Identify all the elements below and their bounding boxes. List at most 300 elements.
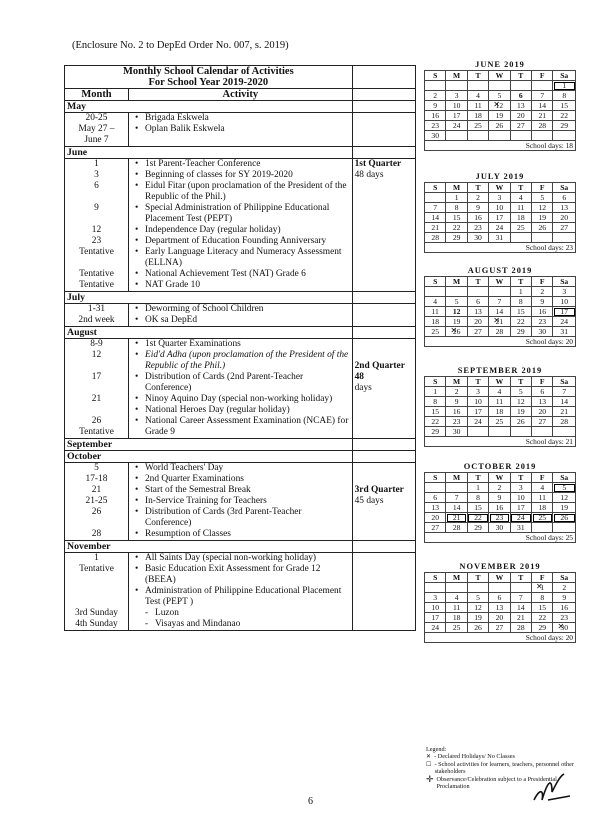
calendar-day: 11 xyxy=(489,397,510,407)
calendar-day: 29 xyxy=(532,623,553,633)
calendar-day: 27 xyxy=(510,121,531,131)
calendar-day: 29 xyxy=(467,523,488,533)
calendar-day: 31 xyxy=(553,327,576,337)
calendar-day: 4 xyxy=(467,91,488,101)
calendar-day xyxy=(553,131,576,141)
day-of-week: S xyxy=(425,573,446,583)
calendar-day: 25 xyxy=(446,623,467,633)
list-item: • Independence Day (regular holiday) xyxy=(145,225,350,236)
calendar-day: 14 xyxy=(425,213,446,223)
calendar-day: 2 xyxy=(489,483,510,493)
calendar-day: 24 xyxy=(446,121,467,131)
calendar-day: 15 xyxy=(467,503,488,513)
calendar-day xyxy=(532,233,553,243)
calendar-day: 18 xyxy=(489,407,510,417)
calendar-day: 3 xyxy=(489,193,510,203)
calendar-day: 20 xyxy=(510,111,531,121)
calendar-day: 9 xyxy=(425,101,446,111)
list-item: • Administration of Philippine Educational Placement Test (PEPT ) xyxy=(145,586,350,608)
mini-calendar xyxy=(424,172,576,253)
calendar-day: 2 xyxy=(446,387,467,397)
calendar-day: 7 xyxy=(553,387,576,397)
day-of-week: W xyxy=(489,473,510,483)
calendar-day: 15 xyxy=(532,603,553,613)
calendar-day: 12 xyxy=(510,397,531,407)
calendar-day xyxy=(510,233,531,243)
calendar-title: JUNE 2019 xyxy=(475,60,525,69)
calendar-day: 29 xyxy=(425,427,446,437)
day-of-week: Sa xyxy=(553,277,576,287)
calendar-day: 20 xyxy=(553,213,576,223)
calendar-day: 4 xyxy=(510,193,531,203)
calendar-day: 4 xyxy=(425,297,446,307)
calendar-day xyxy=(467,287,488,297)
calendar-day: 30 xyxy=(489,523,510,533)
calendar-day: 16 xyxy=(425,111,446,121)
day-of-week: T xyxy=(467,183,488,193)
calendar-day: 1 xyxy=(510,287,531,297)
day-of-week: F xyxy=(532,377,553,387)
calendar-day: 10 xyxy=(467,397,488,407)
day-of-week: M xyxy=(446,183,467,193)
list-item: • Beginning of classes for SY 2019-2020 xyxy=(145,170,350,181)
calendar-day: 13 xyxy=(467,307,488,317)
calendar-day: 13 xyxy=(553,203,576,213)
day-of-week: T xyxy=(510,183,531,193)
calendar-day: 18 xyxy=(467,111,488,121)
calendar-day: 17 xyxy=(425,613,446,623)
calendar-day: 2 xyxy=(553,583,576,593)
school-days: School days: 18 xyxy=(424,141,576,151)
month-october: October xyxy=(65,451,353,463)
calendar-day: 26 xyxy=(553,513,576,523)
calendar-day: 13 xyxy=(489,603,510,613)
calendar-day: 20 xyxy=(489,613,510,623)
calendar-day: 24 xyxy=(553,317,576,327)
box-icon: ☐ xyxy=(426,760,432,768)
mini-calendar xyxy=(424,60,576,151)
calendar-day: 13 xyxy=(425,503,446,513)
calendar-day: 22 xyxy=(446,223,467,233)
list-item: • World Teachers' Day xyxy=(145,463,350,474)
calendar-day: 23 xyxy=(467,223,488,233)
calendar-day: 8 xyxy=(467,493,488,503)
calendar-day: 10 xyxy=(553,297,576,307)
day-of-week: M xyxy=(446,71,467,81)
page-number: 6 xyxy=(308,796,313,807)
calendar-day: 23 xyxy=(553,613,576,623)
school-days: School days: 21 xyxy=(424,437,576,447)
header-month: Month xyxy=(65,89,129,101)
calendar-day: 8 xyxy=(553,91,576,101)
list-item: • Eidul Fitar (upon proclamation of the President of the Republic of the Phil.) xyxy=(145,181,350,203)
list-item: • 1st Parent-Teacher Conference xyxy=(145,159,350,170)
school-days: School days: 20 xyxy=(424,633,576,643)
calendar-day: 24 xyxy=(467,417,488,427)
calendar-day: 25 xyxy=(510,223,531,233)
calendar-day: 10 xyxy=(510,493,531,503)
calendar-day: 14 xyxy=(489,307,510,317)
calendar-day: 22 xyxy=(553,111,576,121)
day-of-week: F xyxy=(532,183,553,193)
calendar-day: 11 xyxy=(425,307,446,317)
day-of-week: S xyxy=(425,183,446,193)
day-of-week: S xyxy=(425,377,446,387)
calendar-day: 23 xyxy=(532,317,553,327)
month-september: September xyxy=(65,439,353,451)
day-of-week: T xyxy=(467,573,488,583)
calendar-day xyxy=(489,583,510,593)
list-item: • Distribution of Cards (2nd Parent-Teacher Conference) xyxy=(145,372,350,394)
calendar-day: 28 xyxy=(553,417,576,427)
day-of-week: W xyxy=(489,377,510,387)
day-of-week: T xyxy=(510,71,531,81)
calendar-day: 3 xyxy=(446,91,467,101)
day-of-week: S xyxy=(425,71,446,81)
calendar-day: 10 xyxy=(425,603,446,613)
day-of-week: F xyxy=(532,573,553,583)
day-of-week: S xyxy=(425,473,446,483)
calendar-day xyxy=(425,583,446,593)
calendar-day: 21 xyxy=(510,613,531,623)
calendar-day xyxy=(532,523,553,533)
calendar-day: 19 xyxy=(532,213,553,223)
calendar-day: 16 xyxy=(553,603,576,613)
calendar-day: 5 xyxy=(467,593,488,603)
day-of-week: Sa xyxy=(553,377,576,387)
calendar-day: 12 xyxy=(446,307,467,317)
calendar-day: 26 ✕ xyxy=(446,327,467,337)
calendar-day: 5 xyxy=(553,483,576,493)
calendar-day: 22 xyxy=(510,317,531,327)
school-days: School days: 23 xyxy=(424,243,576,253)
day-of-week: F xyxy=(532,277,553,287)
calendar-day: 14 xyxy=(532,101,553,111)
calendar-day: 26 xyxy=(532,223,553,233)
calendar-day xyxy=(467,583,488,593)
calendar-day xyxy=(446,583,467,593)
day-of-week: W xyxy=(489,183,510,193)
calendar-day: 9 xyxy=(446,397,467,407)
calendar-day: 9 xyxy=(489,493,510,503)
calendar-day: 16 xyxy=(489,503,510,513)
calendar-day: 17 xyxy=(489,213,510,223)
calendar-day: 28 xyxy=(425,233,446,243)
calendar-day: 5 xyxy=(446,297,467,307)
calendar-day: 21 xyxy=(532,111,553,121)
calendar-day xyxy=(425,483,446,493)
calendar-day: 6 xyxy=(532,387,553,397)
calendar-day: 29 xyxy=(446,233,467,243)
calendar-day: 10 xyxy=(446,101,467,111)
calendar-day: 26 xyxy=(489,121,510,131)
list-item: • NAT Grade 10 xyxy=(145,280,350,291)
calendar-day: 1 ✕ xyxy=(532,583,553,593)
calendar-title: SEPTEMBER 2019 xyxy=(457,366,543,375)
calendar-day: 14 xyxy=(510,603,531,613)
list-item: • National Achievement Test (NAT) Grade 6 xyxy=(145,269,350,280)
list-item: • Basic Education Exit Assessment for Grade 12 (BEEA) xyxy=(145,564,350,586)
calendar-day: 1 xyxy=(446,193,467,203)
day-of-week: S xyxy=(425,277,446,287)
calendar-day: 27 xyxy=(532,417,553,427)
list-item: • In-Service Training for Teachers xyxy=(145,496,350,507)
cross-icon: ✛ xyxy=(426,773,434,784)
enclosure-note: (Enclosure No. 2 to DepEd Order No. 007, s. 2019) xyxy=(72,40,289,51)
day-of-week: F xyxy=(532,473,553,483)
calendar-day: 13 xyxy=(510,101,531,111)
calendar-day: 11 xyxy=(532,493,553,503)
calendar-day: 15 xyxy=(510,307,531,317)
calendar-day: 30 xyxy=(446,427,467,437)
calendar-day xyxy=(467,131,488,141)
calendar-day: 6 xyxy=(425,493,446,503)
list-item: • Ninoy Aquino Day (special non-working holiday) xyxy=(145,394,350,405)
calendar-day: 18 xyxy=(446,613,467,623)
activity-table: Monthly School Calendar of Activities For School Year 2019-2020 Month Activity May 20-25 May 27 – June 7 • Brigada Eskwela • Oplan Balik Eskwela June 1 3 6 9 12 23 Tentative Tentative Tentative • 1st Parent-Teacher Conference • Beginning of classes for SY 2019-2020 • Eidul Fitar (upon proclamation of the President of the Republic of the Phil.) • Special Administration of Philippine Educational Placement Test (PEPT) • Independence Day (regular holiday) • Department of Education Founding Anniversary • Early Language Literacy and Numeracy Assessment (ELLNA) • National Achievement Test (NAT) Grade 6 • NAT Grade 10 1st Quarter 48 days July 1-31 2nd week • Deworming of School Children • OK sa DepEd August 8-9 12 17 21 26 Tentative • 1st Quarter Examinations • Eid'd Adha (upon proclamation of the President of the Republic of the Phil.) • Distribution of Cards (2nd Parent-Teacher Conference) • Ninoy Aquino Day (special non-working holiday) • National Heroes Day (regular holiday) • National Career Assessment Examination (NCAE) for Grade 9 2nd Quarter 48 days September October 5 17-18 21 21-25 26 28 • World Teachers' Day • 2nd Quarter Examinations • Start of the Semestral Break • In-Service Training for Teachers • Distribution of Cards (3rd Parent-Teacher Conference) • Resumption of Classes 3rd Quarter 45 days November 1 Tentative 3rd Sunday 4th Sunday • All Saints Day (special non-working holiday) • Basic Education Exit Assessment for Grade 12 (BEEA) • Administration of Philippine Educational Placement Test (PEPT ) - Luzon - Visayas and Mindanao xyxy=(64,65,416,631)
calendar-day: 27 xyxy=(425,523,446,533)
calendar-day: 14 xyxy=(446,503,467,513)
day-of-week: T xyxy=(467,473,488,483)
calendar-day: 21 ✕ xyxy=(489,317,510,327)
calendar-day: 7 xyxy=(425,203,446,213)
day-of-week: T xyxy=(510,377,531,387)
calendar-day: 12 xyxy=(467,603,488,613)
calendar-day xyxy=(553,233,576,243)
day-of-week: T xyxy=(467,277,488,287)
mini-calendar xyxy=(424,366,576,447)
mini-calendar xyxy=(424,562,576,643)
list-item: • Oplan Balik Eskwela xyxy=(145,124,350,135)
calendar-day xyxy=(446,131,467,141)
calendar-day: 21 xyxy=(553,407,576,417)
list-item: - Visayas and Mindanao xyxy=(155,619,350,630)
list-item: • Resumption of Classes xyxy=(145,529,350,540)
calendar-day xyxy=(489,81,510,91)
calendar-day: 25 xyxy=(467,121,488,131)
legend: Legend: ✕ - Declared Holidays/ No Classes ☐ - School activities for learners, teachers, personnel other stakeholders ✛ Observance/Celebration subject to a Presidential Proclamation xyxy=(426,746,574,791)
calendar-day: 3 xyxy=(425,593,446,603)
mini-calendar xyxy=(424,462,576,543)
calendar-day: 1 xyxy=(467,483,488,493)
calendar-day: 29 xyxy=(510,327,531,337)
calendar-day: 3 xyxy=(467,387,488,397)
calendar-day xyxy=(467,427,488,437)
calendar-day: 4 xyxy=(489,387,510,397)
x-mark-icon: ✕ xyxy=(426,753,432,761)
calendar-day: 24 xyxy=(510,513,531,523)
calendar-day: 28 xyxy=(489,327,510,337)
list-item: • Deworming of School Children xyxy=(145,304,350,315)
calendar-day: 1 xyxy=(425,387,446,397)
calendar-day: 29 xyxy=(553,121,576,131)
list-item: • Early Language Literacy and Numeracy Assessment (ELLNA) xyxy=(145,247,350,269)
day-of-week: W xyxy=(489,573,510,583)
calendar-day: 23 xyxy=(425,121,446,131)
calendar-day: 1 xyxy=(553,81,576,91)
calendar-day: 2 xyxy=(467,193,488,203)
calendar-day: 17 xyxy=(553,307,576,317)
calendar-day: 31 xyxy=(510,523,531,533)
calendar-title: AUGUST 2019 xyxy=(467,266,533,275)
calendar-day xyxy=(553,427,576,437)
calendar-day: 3 xyxy=(553,287,576,297)
day-of-week: F xyxy=(532,71,553,81)
calendar-day: 19 xyxy=(489,111,510,121)
day-of-week: W xyxy=(489,71,510,81)
list-item: • OK sa DepEd xyxy=(145,315,350,326)
calendar-day: 7 xyxy=(532,91,553,101)
calendar-day: 9 xyxy=(532,297,553,307)
table-title: Monthly School Calendar of Activities For School Year 2019-2020 xyxy=(65,66,353,89)
list-item: • 2nd Quarter Examinations xyxy=(145,474,350,485)
calendar-day: 2 xyxy=(425,91,446,101)
calendar-day: 7 xyxy=(510,593,531,603)
day-of-week: T xyxy=(467,71,488,81)
calendar-day xyxy=(446,287,467,297)
calendar-day: 5 xyxy=(532,193,553,203)
calendar-day xyxy=(467,81,488,91)
calendar-day: 19 xyxy=(446,317,467,327)
calendar-day: 10 xyxy=(489,203,510,213)
header-activity: Activity xyxy=(128,89,352,101)
calendar-day xyxy=(532,131,553,141)
calendar-day: 8 xyxy=(425,397,446,407)
calendar-day: 9 xyxy=(553,593,576,603)
school-days: School days: 20 xyxy=(424,337,576,347)
calendar-day xyxy=(489,287,510,297)
calendar-day: 6 xyxy=(467,297,488,307)
calendar-day: 11 xyxy=(510,203,531,213)
calendar-title: JULY 2019 xyxy=(475,172,525,181)
calendar-day: 8 xyxy=(446,203,467,213)
calendar-day: 17 xyxy=(446,111,467,121)
calendar-day: 15 xyxy=(553,101,576,111)
calendar-day: 19 xyxy=(467,613,488,623)
month-july: July xyxy=(65,292,353,304)
calendar-day xyxy=(510,131,531,141)
calendar-day: 5 xyxy=(489,91,510,101)
list-item: • Eid'd Adha (upon proclamation of the President of the Republic of the Phil.) xyxy=(145,350,350,372)
day-of-week: M xyxy=(446,277,467,287)
list-item: • National Heroes Day (regular holiday) xyxy=(145,405,350,416)
calendar-day: 20 xyxy=(425,513,446,523)
calendar-day xyxy=(510,427,531,437)
calendar-day: 22 xyxy=(425,417,446,427)
mini-calendar xyxy=(424,266,576,347)
day-of-week: T xyxy=(510,573,531,583)
calendar-day xyxy=(532,427,553,437)
day-of-week: M xyxy=(446,377,467,387)
month-june: June xyxy=(65,147,353,159)
calendar-day xyxy=(425,193,446,203)
calendar-day: 16 xyxy=(532,307,553,317)
calendar-day: 30 ✕ xyxy=(553,623,576,633)
day-of-week: T xyxy=(467,377,488,387)
calendar-day xyxy=(425,81,446,91)
calendar-day: 7 xyxy=(489,297,510,307)
calendar-day: 31 xyxy=(489,233,510,243)
list-item: • Special Administration of Philippine Educational Placement Test (PEPT) xyxy=(145,203,350,225)
calendar-day: 27 xyxy=(489,623,510,633)
calendar-day xyxy=(510,583,531,593)
calendar-day xyxy=(425,287,446,297)
calendar-day: 19 xyxy=(553,503,576,513)
month-august: August xyxy=(65,327,353,339)
calendar-day xyxy=(510,81,531,91)
calendar-day: 11 xyxy=(467,101,488,111)
calendar-day: 25 xyxy=(489,417,510,427)
calendar-day: 4 xyxy=(446,593,467,603)
calendar-day: 7 xyxy=(446,493,467,503)
quarter-label: 2nd Quarter 48 xyxy=(354,361,405,382)
day-of-week: W xyxy=(489,277,510,287)
list-item: - Luzon xyxy=(155,608,350,619)
calendar-day: 25 xyxy=(532,513,553,523)
calendar-day: 22 xyxy=(532,613,553,623)
day-of-week: M xyxy=(446,473,467,483)
calendar-day xyxy=(446,483,467,493)
calendar-day: 23 xyxy=(446,417,467,427)
day-of-week: T xyxy=(510,277,531,287)
list-item: • Distribution of Cards (3rd Parent-Teacher Conference) xyxy=(145,507,350,529)
calendar-day: 6 xyxy=(553,193,576,203)
calendar-day: 19 xyxy=(510,407,531,417)
quarter-label: 1st Quarter xyxy=(354,159,402,169)
calendar-title: NOVEMBER 2019 xyxy=(459,562,541,571)
calendar-day: 12 xyxy=(532,203,553,213)
calendar-day: 20 xyxy=(532,407,553,417)
day-of-week: Sa xyxy=(553,71,576,81)
calendar-day: 28 xyxy=(446,523,467,533)
month-may: May xyxy=(65,101,353,113)
calendar-day: 24 xyxy=(489,223,510,233)
calendar-day: 13 xyxy=(532,397,553,407)
calendar-day: 30 xyxy=(425,131,446,141)
calendar-day: 15 xyxy=(425,407,446,417)
calendar-day xyxy=(553,523,576,533)
calendar-day: 30 xyxy=(532,327,553,337)
school-days: School days: 25 xyxy=(424,533,576,543)
calendar-day xyxy=(489,131,510,141)
list-item: • Department of Education Founding Anniversary xyxy=(145,236,350,247)
calendar-day: 25 xyxy=(425,327,446,337)
calendar-title: OCTOBER 2019 xyxy=(463,462,537,471)
list-item: • Start of the Semestral Break xyxy=(145,485,350,496)
calendar-day: 20 xyxy=(467,317,488,327)
calendar-day: 24 xyxy=(425,623,446,633)
day-of-week: Sa xyxy=(553,183,576,193)
calendar-day: 22 xyxy=(467,513,488,523)
calendar-day: 8 xyxy=(532,593,553,603)
calendar-day: 14 xyxy=(553,397,576,407)
list-item: • All Saints Day (special non-working holiday) xyxy=(145,553,350,564)
list-item: • Brigada Eskwela xyxy=(145,113,350,124)
day-of-week: Sa xyxy=(553,573,576,583)
calendar-day: 21 xyxy=(425,223,446,233)
calendar-day: 28 xyxy=(532,121,553,131)
list-item: • National Career Assessment Examination (NCAE) for Grade 9 xyxy=(145,416,350,438)
signature xyxy=(530,770,574,810)
calendar-day: 18 xyxy=(510,213,531,223)
calendar-day: 16 xyxy=(446,407,467,417)
calendar-day: 21 xyxy=(446,513,467,523)
calendar-day: 28 xyxy=(510,623,531,633)
calendar-day: 26 xyxy=(510,417,531,427)
calendar-day: 17 xyxy=(467,407,488,417)
day-of-week: T xyxy=(510,473,531,483)
calendar-day: 9 xyxy=(467,203,488,213)
